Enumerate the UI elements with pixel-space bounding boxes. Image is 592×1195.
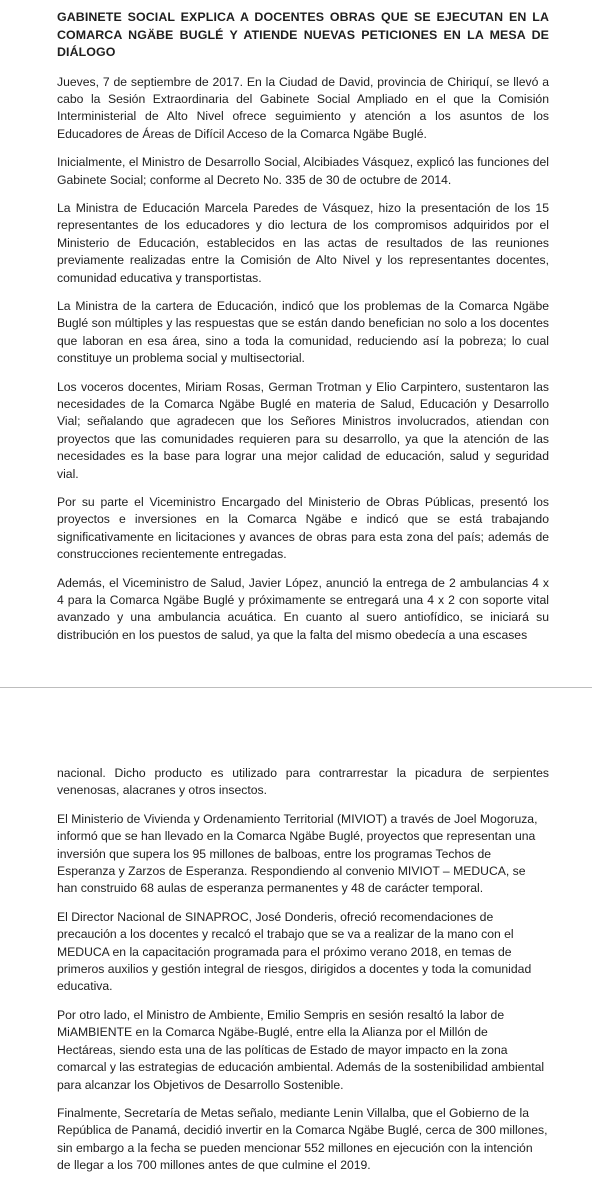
paragraph-salud: Además, el Viceministro de Salud, Javier López, anunció la entrega de 2 ambulancias 4 x 4 para la Comarca Ngäbe Buglé y próximamente se entregará una 4 x 2 con soporte vital avanzado y una ambulancia acuática. En cuanto al suero antiofídico, se iniciará su distribución en los puestos de salud, ya que la falta del mismo obedecía a una escases xyxy=(57,575,549,642)
paragraph-problemas-comarca: La Ministra de la cartera de Educación, indicó que los problemas de la Comarca Ngäbe Buglé son múltiples y las respuestas que se están dando benefician no solo a los docentes que laboran en esa área, sino a toda la comunidad, reduciendo así la pobreza; lo cual constituye un problema social y multisectorial. xyxy=(57,298,549,366)
paragraph-sinaproc: El Director Nacional de SINAPROC, José Donderis, ofreció recomendaciones de precaución a los docentes y recalcó el trabajo que se va a realizar de la mano con el MEDUCA en la capacitación programada para el próximo verano 2018, en temas de primeros auxilios y gestión integral de riesgos, dirigidos a docentes y toda la comunidad educativa. xyxy=(57,909,532,994)
paragraph-desarrollo-social: Inicialmente, el Ministro de Desarrollo Social, Alcibiades Vásquez, explicó las funciones del Gabinete Social; conforme al Decreto No. 335 de 30 de octubre de 2014. xyxy=(57,155,549,187)
page-1-content xyxy=(57,9,549,655)
paragraph-secretaria-metas: Finalmente, Secretaría de Metas señalo, mediante Lenin Villalba, que el Gobierno de la República de Panamá, decidió invertir en la Comarca Ngäbe Buglé, cerca de 300 millones, sin embargo a la fecha se pueden mencionar 552 millones en ejecución con la intención de llegar a los 700 millones antes de que culmine el 2019. xyxy=(57,1105,548,1173)
paragraph-ministra-educacion: La Ministra de Educación Marcela Paredes de Vásquez, hizo la presentación de los 15 representantes de los educadores y dio lectura de los compromisos adquiridos por el Ministerio de Educación, establecidos en las actas de resultados de las reuniones previamente realizadas entre la Comisión de Alto Nivel y los representantes docentes, comunidad educativa y transportistas. xyxy=(57,200,549,285)
paragraph-ambiente: Por otro lado, el Ministro de Ambiente, Emilio Sempris en sesión resaltó la labor de MiAMBIENTE en la Comarca Ngäbe-Buglé, entre ella la Alianza por el Millón de Hectáreas, siendo esta una de las políticas de Estado de mayor impacto en la zona comarcal y las estrategias de educación ambiental. Además de la sostenibilidad ambiental para alcanzar los Objetivos de Desarrollo Sostenible. xyxy=(57,1007,545,1092)
page-break-divider xyxy=(0,687,592,688)
document-page-2 xyxy=(0,689,592,1195)
paragraph-miviot: El Ministerio de Vivienda y Ordenamiento Territorial (MIVIOT) a través de Joel Mogoruza, informó que se han llevado en la Comarca Ngäbe Buglé, proyectos que representan una inversión que supera los 95 millones de balboas, entre los programas Techos de Esperanza y Zarzos de Esperanza. Respondiendo al convenio MIVIOT – MEDUCA, se han construido 68 aulas de esperanza permanentes y 48 de carácter temporal. xyxy=(57,811,538,896)
page-2-content xyxy=(57,765,549,1186)
paragraph-salud-continuation: nacional. Dicho producto es utilizado para contrarrestar la picadura de serpientes venenosas, alacranes y otros insectos. xyxy=(57,766,549,798)
document-title: GABINETE SOCIAL EXPLICA A DOCENTES OBRAS QUE SE EJECUTAN EN LA COMARCA NGÄBE BUGLÉ Y ATIENDE NUEVAS PETICIONES EN LA MESA DE DIÁLOGO xyxy=(57,10,549,59)
paragraph-intro: Jueves, 7 de septiembre de 2017. En la Ciudad de David, provincia de Chiriquí, se llevó a cabo la Sesión Extraordinaria del Gabinete Social Ampliado en el que la Comisión Interministerial de Alto Nivel ofrece seguimiento y atención a los asuntos de los Educadores de Áreas de Difícil Acceso de la Comarca Ngäbe Buglé. xyxy=(57,74,549,141)
paragraph-obras-publicas: Por su parte el Viceministro Encargado del Ministerio de Obras Públicas, presentó los proyectos e inversiones en la Comarca Ngäbe e indicó que se está trabajando significativamente en licitaciones y avances de obras para esta zona del país; además de construcciones recientemente entregadas. xyxy=(57,495,549,562)
paragraph-voceros-docentes: Los voceros docentes, Miriam Rosas, German Trotman y Elio Carpintero, sustentaron las necesidades de la Comarca Ngäbe Buglé en materia de Salud, Educación y Desarrollo Vial; señalando que agradecen que los Señores Ministros involucrados, atiendan con proyectos que las comunidades requieren para su desarrollo, ya que la atención de las necesidades es la base para lograr una mejor calidad de educación, salud y seguridad vial. xyxy=(57,379,549,481)
